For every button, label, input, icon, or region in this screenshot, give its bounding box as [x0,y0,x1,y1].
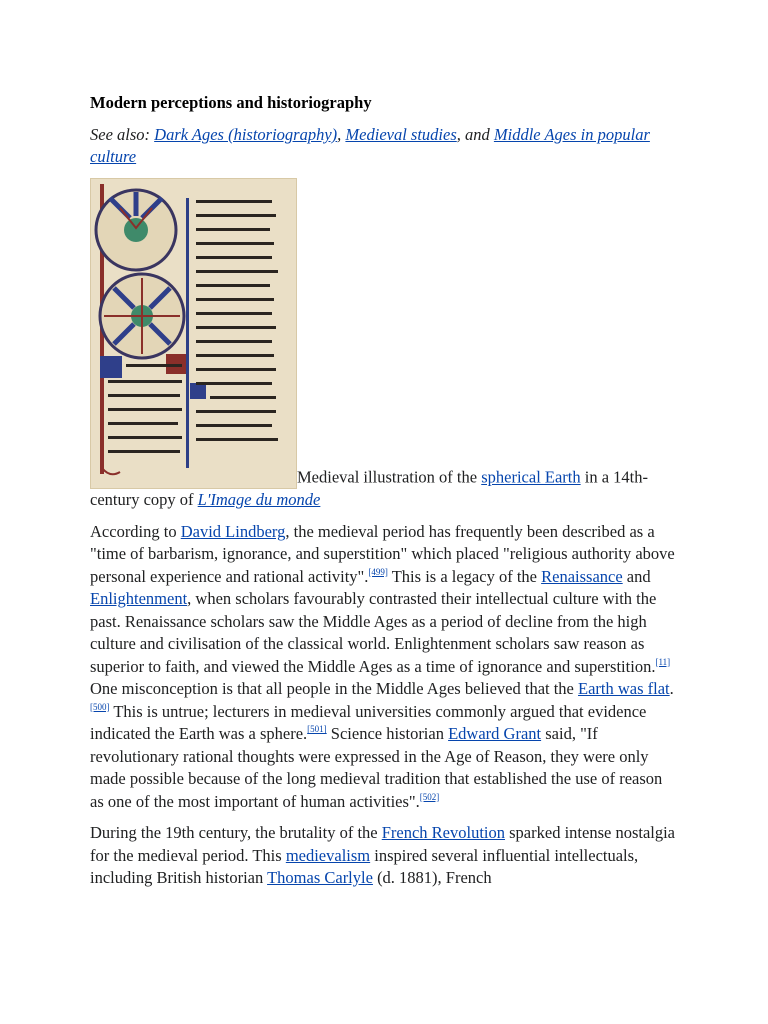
ref-11[interactable]: [11] [655,656,671,667]
link-david-lindberg[interactable]: David Lindberg [180,521,286,541]
link-medieval-studies[interactable]: Medieval studies [345,125,457,144]
link-renaissance[interactable]: Renaissance [541,566,623,586]
see-also-prefix: See also: [90,125,155,144]
paragraph-2: During the 19th century, the brutality of the French Revolution sparked intense nostalgia for the medieval period. This medievalism inspired several influential intellectuals, including British historian Thomas Carlyle (d. 1881), French [90,823,676,887]
caption-text: Medieval illustration of the [297,467,482,487]
section-heading: Modern perceptions and historiography [90,93,372,112]
ref-499[interactable]: [499] [368,566,388,577]
link-edward-grant[interactable]: Edward Grant [448,724,542,743]
link-spherical-earth[interactable]: spherical Earth [481,467,581,487]
paragraph-1: According to David Lindberg, the medieval period has frequently been described as a "time of barbarism, ignorance, and superstition" which placed "religious authority above personal experience and rational activity".[499] This is a legacy of the Renaissance and Enlightenment, when scholars favourably contrasted their intellectual culture with the past. Renaissance scholars saw the Middle Ages as a period of decline from the high culture and civilisation of the classical world. Enlightenment scholars saw reason as superior to faith, and viewed the Middle Ages as a time of ignorance and superstition.[11] One misconception is that all people in the Middle Ages believed that the Earth was flat.[500] This is untrue; lecturers in medieval universities commonly argued that evidence indicated the Earth was a sphere.[501] Science historian Edward Grant said, "If revolutionary rational thoughts were expressed in the Age of Reason, they were only made possible because of the long medieval tradition that established the use of reason as one of the most important of human activities".[502] [90,521,675,811]
article-section [90,92,680,899]
ref-500[interactable]: [500] [90,701,110,712]
link-dark-ages-historiography[interactable]: Dark Ages (historiography) [154,125,338,144]
link-enlightenment[interactable]: Enlightenment [90,589,188,608]
figure: Medieval illustration of the spherical Earth in a 14th-century copy of L'Image du monde [90,178,680,512]
link-middle-ages-popular-culture[interactable]: Middle Ages in popular culture [90,125,650,166]
ref-502[interactable]: [502] [419,791,440,802]
see-also-hatnote: See also: Dark Ages (historiography), Medieval studies, and Middle Ages in popular culture [90,125,650,166]
link-limage-du-monde[interactable]: L'Image du monde [197,490,321,509]
link-earth-was-flat[interactable]: Earth was flat [578,679,670,698]
link-thomas-carlyle[interactable]: Thomas Carlyle [267,868,373,887]
manuscript-image[interactable] [90,178,297,489]
link-french-revolution[interactable]: French Revolution [381,823,506,842]
link-medievalism[interactable]: medievalism [285,845,371,865]
ref-501[interactable]: [501] [307,724,327,734]
